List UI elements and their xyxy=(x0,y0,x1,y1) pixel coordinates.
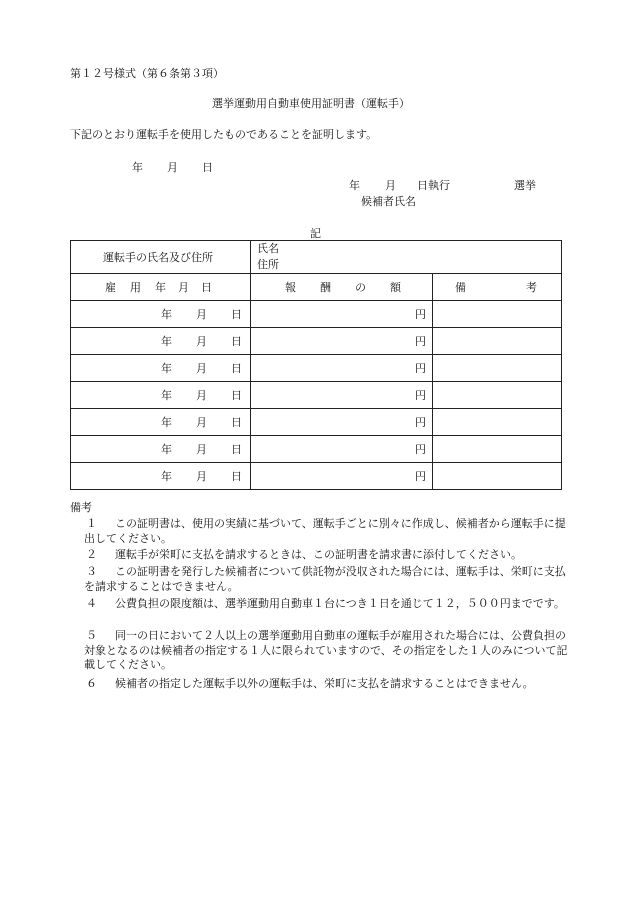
remarks-cell[interactable] xyxy=(433,301,562,328)
remark-item-3 xyxy=(70,565,576,594)
table-row xyxy=(71,436,562,463)
remark-item-5 xyxy=(70,629,576,673)
remarks-cell[interactable] xyxy=(433,463,562,490)
remark-text: 同一の日において２人以上の選挙運動用自動車の運転手が雇用された場合には、公費負担の対象となるのは候補者の指定する１人に限られていますので、その指定をした１人のみについて記載してください。 xyxy=(84,629,568,671)
column-header-row xyxy=(71,274,562,301)
remark-text: この証明書は、使用の実績に基づいて、運転手ごとに別々に作成し、候補者から運転手に提出してください。 xyxy=(84,517,566,545)
remark-number: ３ xyxy=(86,565,97,578)
table-row xyxy=(71,382,562,409)
remark-number: ４ xyxy=(86,597,97,610)
employment-date-cell[interactable]: 年 月 日 xyxy=(71,436,251,463)
remuneration-cell[interactable]: 円 xyxy=(251,328,433,355)
table-row xyxy=(71,463,562,490)
remuneration-cell[interactable]: 円 xyxy=(251,463,433,490)
employment-date-cell[interactable]: 年 月 日 xyxy=(71,463,251,490)
employment-date-cell[interactable]: 年 月 日 xyxy=(71,301,251,328)
remarks-cell[interactable] xyxy=(433,355,562,382)
ki-label: 記 xyxy=(310,227,321,240)
document-title: 選挙運動用自動車使用証明書（運転手） xyxy=(212,97,410,110)
remuneration-cell[interactable]: 円 xyxy=(251,409,433,436)
remarks-cell[interactable] xyxy=(433,328,562,355)
table-row xyxy=(71,328,562,355)
table-row xyxy=(71,409,562,436)
driver-name-address-cell[interactable] xyxy=(251,241,562,274)
issue-day-label: 日 xyxy=(202,161,213,174)
remark-number: ５ xyxy=(86,629,97,642)
election-label: 選挙 xyxy=(514,179,536,192)
driver-label-cell: 運転手の氏名及び住所 xyxy=(71,241,251,274)
form-number: 第１２号様式（第６条第３項） xyxy=(70,67,224,80)
issue-date xyxy=(132,162,213,173)
remark-item-6 xyxy=(70,677,576,692)
remarks-cell[interactable] xyxy=(433,382,562,409)
remark-item-2 xyxy=(70,548,576,563)
exec-day-label: 日執行 xyxy=(417,179,450,192)
remuneration-cell[interactable]: 円 xyxy=(251,382,433,409)
remark-text: 公費負担の限度額は、選挙運動用自動車１台につき１日を通じて１２，５００円までです。 xyxy=(115,597,565,610)
issue-year-label: 年 xyxy=(132,161,143,174)
exec-month-label: 月 xyxy=(385,179,396,192)
remarks-cell[interactable] xyxy=(433,436,562,463)
table-row xyxy=(71,301,562,328)
remuneration-cell[interactable]: 円 xyxy=(251,436,433,463)
remarks-header: 備 考 xyxy=(433,274,562,301)
remark-item-4 xyxy=(70,597,576,612)
remuneration-cell[interactable]: 円 xyxy=(251,301,433,328)
address-label: 住所 xyxy=(257,258,279,271)
employment-date-header: 雇 用 年 月 日 xyxy=(71,274,251,301)
remark-number: １ xyxy=(86,517,97,530)
table-row xyxy=(71,355,562,382)
election-date-line xyxy=(349,180,536,191)
employment-date-cell[interactable]: 年 月 日 xyxy=(71,409,251,436)
name-label: 氏名 xyxy=(257,242,279,255)
remark-text: 運転手が栄町に支払を請求するときは、この証明書を請求書に添付してください。 xyxy=(115,548,522,561)
exec-year-label: 年 xyxy=(349,179,360,192)
issue-month-label: 月 xyxy=(167,161,178,174)
candidate-name-label: 候補者氏名 xyxy=(361,195,416,208)
driver-usage-table xyxy=(70,240,562,490)
remarks-heading: 備考 xyxy=(70,501,92,514)
remark-item-1 xyxy=(70,517,576,546)
remuneration-cell[interactable]: 円 xyxy=(251,355,433,382)
driver-info-row xyxy=(71,241,562,274)
remark-text: 候補者の指定した運転手以外の運転手は、栄町に支払を請求することはできません。 xyxy=(115,677,534,690)
remark-text: この証明書を発行した候補者について供託物が没収された場合には、運転手は、栄町に支払を請求することはできません。 xyxy=(84,565,566,593)
intro-statement: 下記のとおり運転手を使用したものであることを証明します。 xyxy=(70,128,378,141)
remark-number: ２ xyxy=(86,548,97,561)
remark-number: ６ xyxy=(86,677,97,690)
employment-date-cell[interactable]: 年 月 日 xyxy=(71,328,251,355)
employment-date-cell[interactable]: 年 月 日 xyxy=(71,355,251,382)
remarks-cell[interactable] xyxy=(433,409,562,436)
employment-date-cell[interactable]: 年 月 日 xyxy=(71,382,251,409)
remuneration-header: 報 酬 の 額 xyxy=(251,274,433,301)
